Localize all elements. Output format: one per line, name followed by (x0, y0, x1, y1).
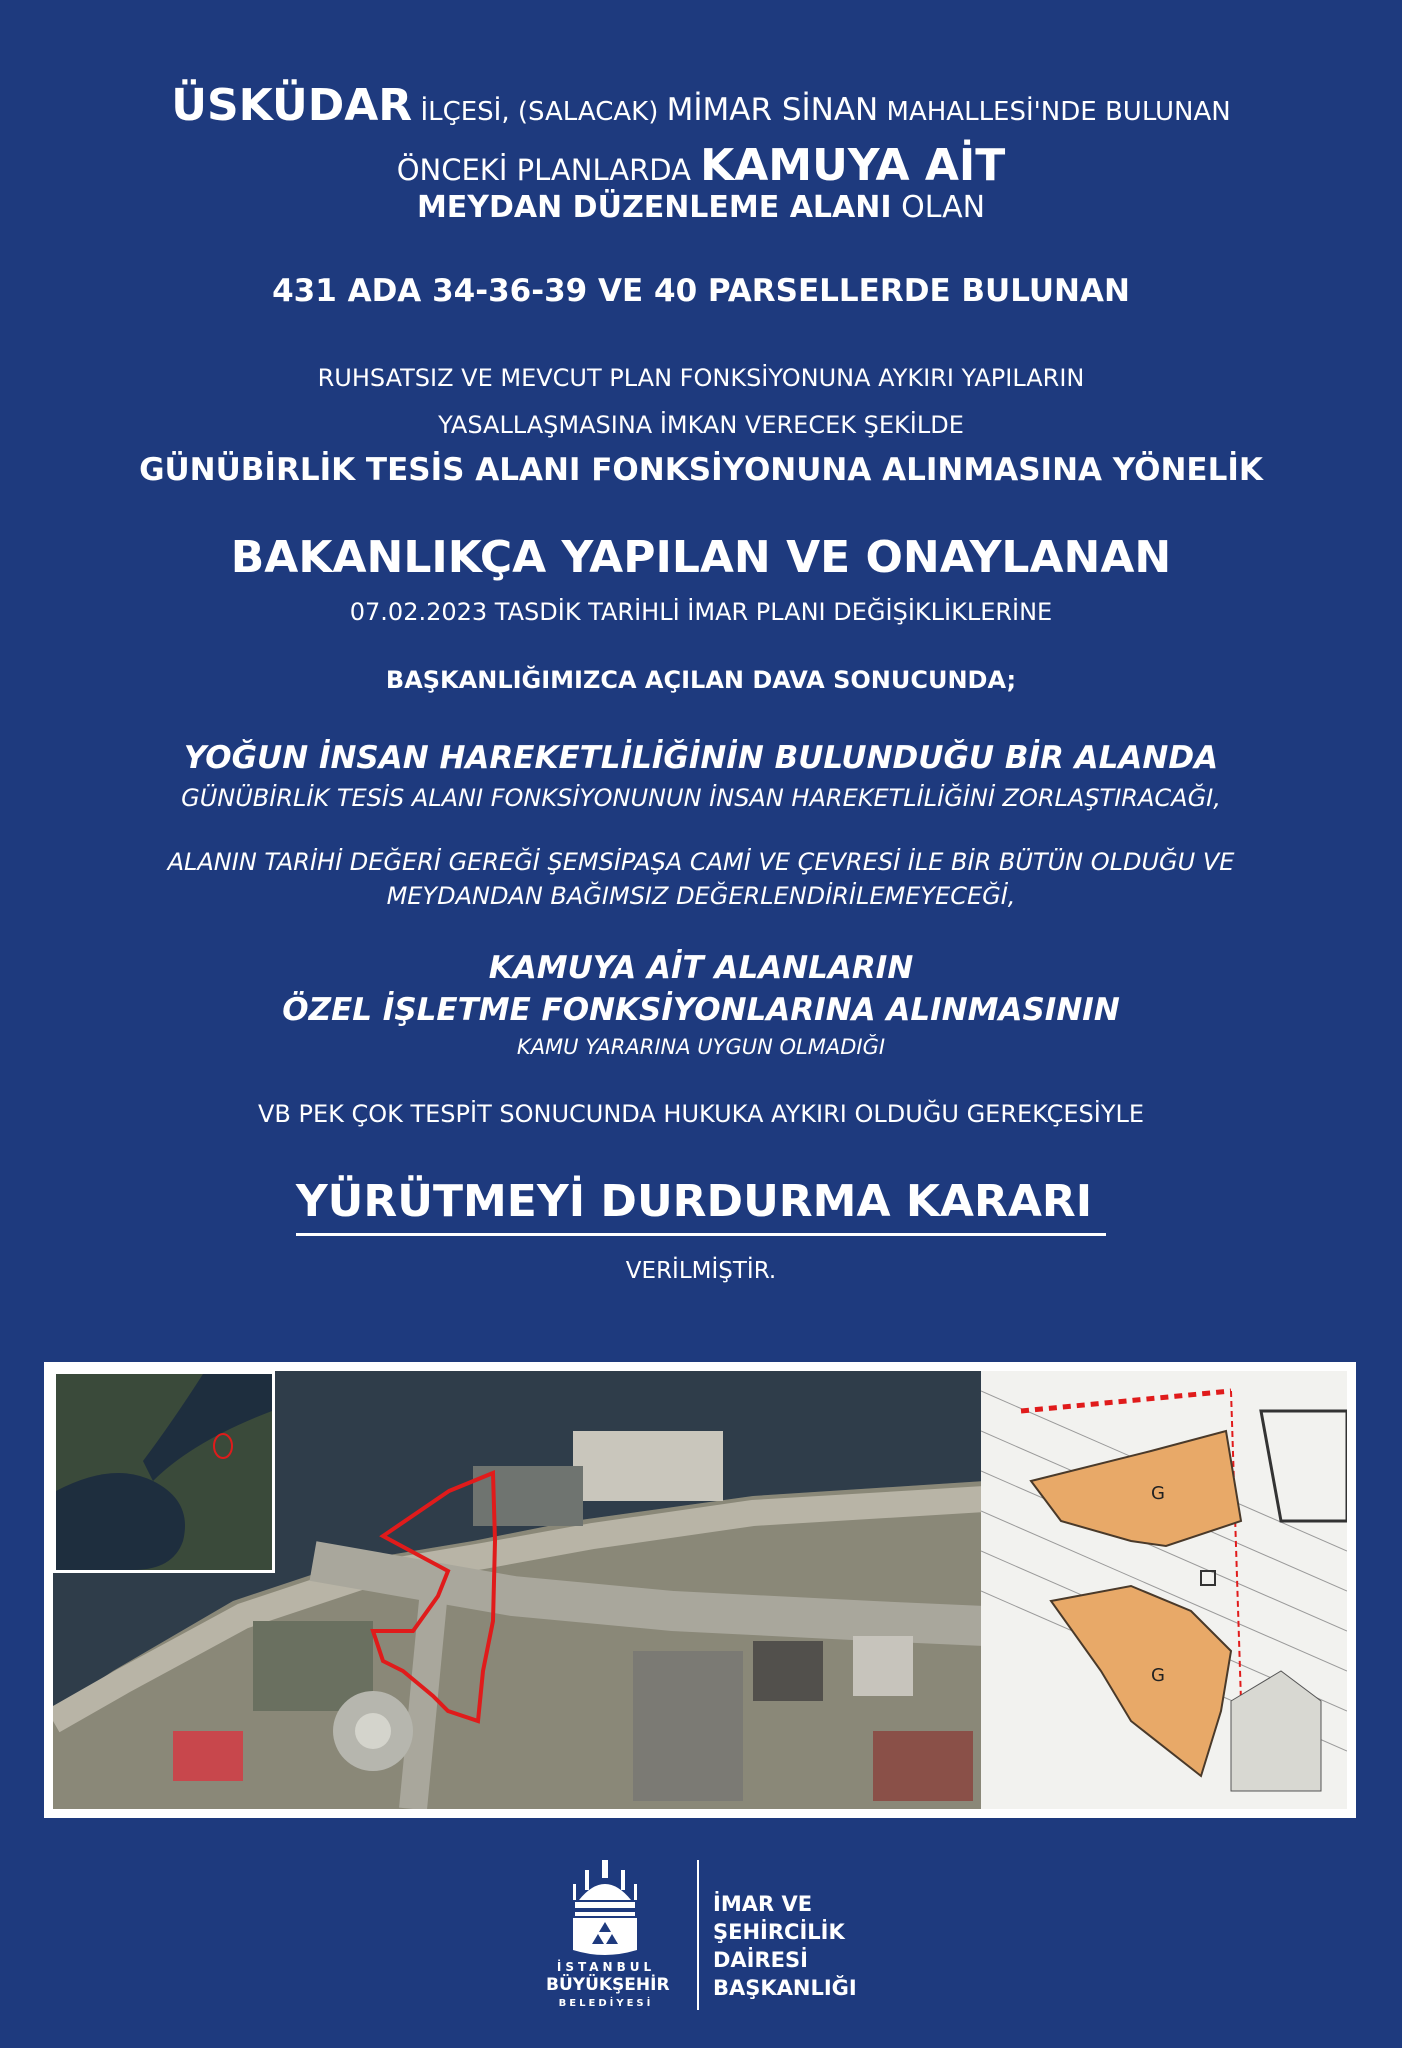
department-line-2: ŞEHİRCİLİK (713, 1920, 845, 1944)
day-use-facility-line: GÜNÜBİRLİK TESİS ALANI FONKSİYONUNA ALINMASINA YÖNELİK (139, 452, 1263, 488)
footer (0, 1850, 1402, 2030)
district-name: ÜSKÜDAR (171, 80, 413, 131)
header-line-square (0, 190, 1402, 225)
ibb-logo-icon (565, 1860, 645, 1960)
lawsuit-line: BAŞKANLIĞIMIZCA AÇILAN DAVA SONUCUNDA; (385, 666, 1017, 694)
hinder-movement-line: GÜNÜBİRLİK TESİS ALANI FONKSİYONUNUN İNSAN HAREKETLİLİĞİNİ ZORLAŞTIRACAĞI, (181, 784, 1221, 812)
department-line-1: İMAR VE (713, 1892, 813, 1916)
private-operation-line: ÖZEL İŞLETME FONKSİYONLARINA ALINMASININ (282, 992, 1120, 1028)
previous-plans-text: ÖNCEKİ PLANLARDA (396, 153, 691, 187)
public-areas-line: KAMUYA AİT ALANLARIN (488, 950, 914, 986)
header-line-previous-plans (0, 140, 1402, 191)
square-suffix: OLAN (901, 190, 986, 225)
neighborhood-suffix: MAHALLESİ'NDE BULUNAN (886, 97, 1231, 127)
aerial-photo (53, 1371, 985, 1809)
dense-movement-line: YOĞUN İNSAN HAREKETLİLİĞİNİN BULUNDUĞU BİR ALANDA (183, 740, 1219, 776)
header-line-district (0, 80, 1402, 131)
image-panel (44, 1362, 1356, 1818)
approval-date-line: 07.02.2023 TASDİK TARİHLİ İMAR PLANI DEĞİŞİKLİKLERİNE (349, 598, 1053, 626)
neighborhood-name: MİMAR SİNAN (666, 92, 879, 128)
logo-text-buyuksehir: BÜYÜKŞEHİR (546, 1975, 670, 1995)
legalization-line: YASALLAŞMASINA İMKAN VERECEK ŞEKİLDE (438, 411, 964, 439)
unlicensed-line: RUHSATSIZ VE MEVCUT PLAN FONKSİYONUNA AYKIRI YAPILARIN (317, 364, 1085, 392)
parcels-line: 431 ADA 34-36-39 VE 40 PARSELLERDE BULUNAN (272, 273, 1130, 309)
public-owned-text: KAMUYA AİT (700, 140, 1006, 191)
logo-text-istanbul: İSTANBUL (556, 1960, 656, 1974)
department-line-4: BAŞKANLIĞI (713, 1976, 857, 2000)
ministry-approved-line: BAKANLIKÇA YAPILAN VE ONAYLANAN (230, 532, 1172, 583)
findings-line: VB PEK ÇOK TESPİT SONUCUNDA HUKUKA AYKIRI OLDUĞU GEREKÇESİYLE (257, 1100, 1145, 1128)
stay-of-execution-heading (0, 1176, 1402, 1236)
footer-divider (697, 1860, 699, 2010)
historic-value-line-2: MEYDANDAN BAĞIMSIZ DEĞERLENDİRİLEMEYECEĞİ, (386, 882, 1016, 910)
aerial-photo-graphic (53, 1371, 985, 1809)
zoning-plan (981, 1371, 1347, 1809)
public-interest-line: KAMU YARARINA UYGUN OLMADIĞI (516, 1035, 886, 1059)
district-suffix: İLÇESİ, (SALACAK) (420, 97, 659, 127)
square-area-text: MEYDAN DÜZENLEME ALANI (416, 190, 892, 225)
historic-value-line-1: ALANIN TARİHİ DEĞERİ GEREĞİ ŞEMSİPAŞA CAMİ VE ÇEVRESİ İLE BİR BÜTÜN OLDUĞU VE (167, 848, 1235, 876)
plan-label-upper: G (1151, 1483, 1165, 1504)
department-line-3: DAİRESİ (713, 1948, 808, 1972)
logo-text-belediyesi: BELEDİYESİ (558, 1998, 654, 2009)
granted-line: VERİLMİŞTİR. (625, 1258, 777, 1284)
zoning-plan-graphic (981, 1371, 1347, 1809)
plan-label-lower: G (1151, 1665, 1165, 1686)
stay-of-execution-text: YÜRÜTMEYİ DURDURMA KARARI (296, 1176, 1106, 1236)
